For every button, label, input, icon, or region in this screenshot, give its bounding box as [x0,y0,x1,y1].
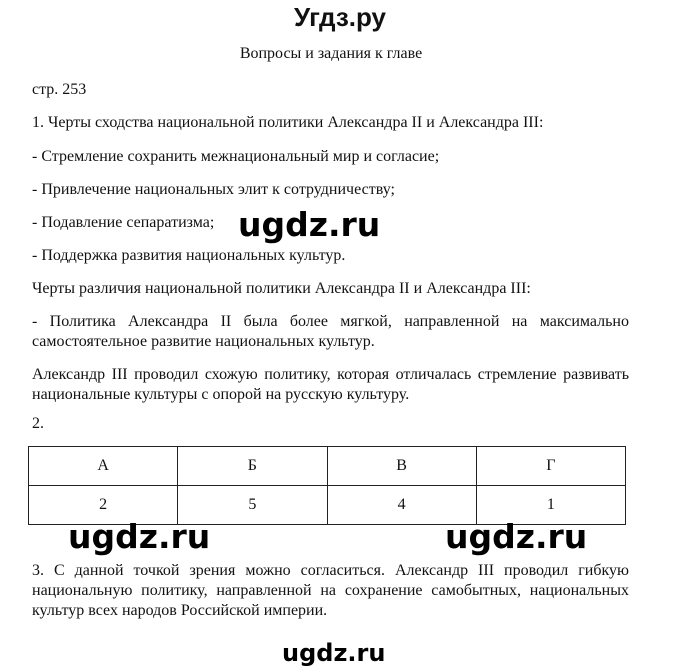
table-header-row [29,447,626,486]
site-title: Угдз.ру [294,2,386,32]
table-cell: 1 [476,486,625,525]
difference-paragraph-1: - Политика Александра II была более мягкой, направленной на максимально самостоятельное развитие национальных культур. [32,313,629,350]
similarity-item: - Стремление сохранить межнациональный мир и согласие; [32,148,440,165]
similarity-item: - Поддержка развития национальных культур. [32,247,346,264]
table-header-cell: Б [178,447,327,486]
similarity-item: - Привлечение национальных элит к сотрудничеству; [32,181,395,198]
page-heading: Вопросы и задания к главе [239,45,423,62]
watermark-lower-right: ugdz.ru [445,517,588,556]
question-2-label: 2. [32,415,44,432]
watermark-footer: ugdz.ru [282,639,386,667]
table-header-cell: А [29,447,178,486]
differences-intro: Черты различия национальной политики Александра II и Александра III: [32,280,531,297]
watermark-lower-left: ugdz.ru [68,517,211,556]
table-header-cell: Г [476,447,625,486]
table-header-cell: В [327,447,476,486]
table-cell: 5 [178,486,327,525]
watermark-middle: ugdz.ru [238,205,381,244]
question-1-intro: 1. Черты сходства национальной политики Александра II и Александра III: [32,114,544,131]
table-cell: 4 [327,486,476,525]
similarity-item: - Подавление сепаратизма; [32,214,215,231]
difference-paragraph-2: Александр III проводил схожую политику, которая отличалась стремление развивать национальные культуры с опорой на русскую культуру. [32,366,629,403]
answer-table [28,446,626,525]
table-cell: 2 [29,486,178,525]
page-reference: стр. 253 [32,81,87,98]
question-3-answer: 3. С данной точкой зрения можно согласиться. Александр III проводил гибкую национальную политику, направленной на сохранение самобытных, национальных культур всех народов Российской империи. [32,562,629,619]
